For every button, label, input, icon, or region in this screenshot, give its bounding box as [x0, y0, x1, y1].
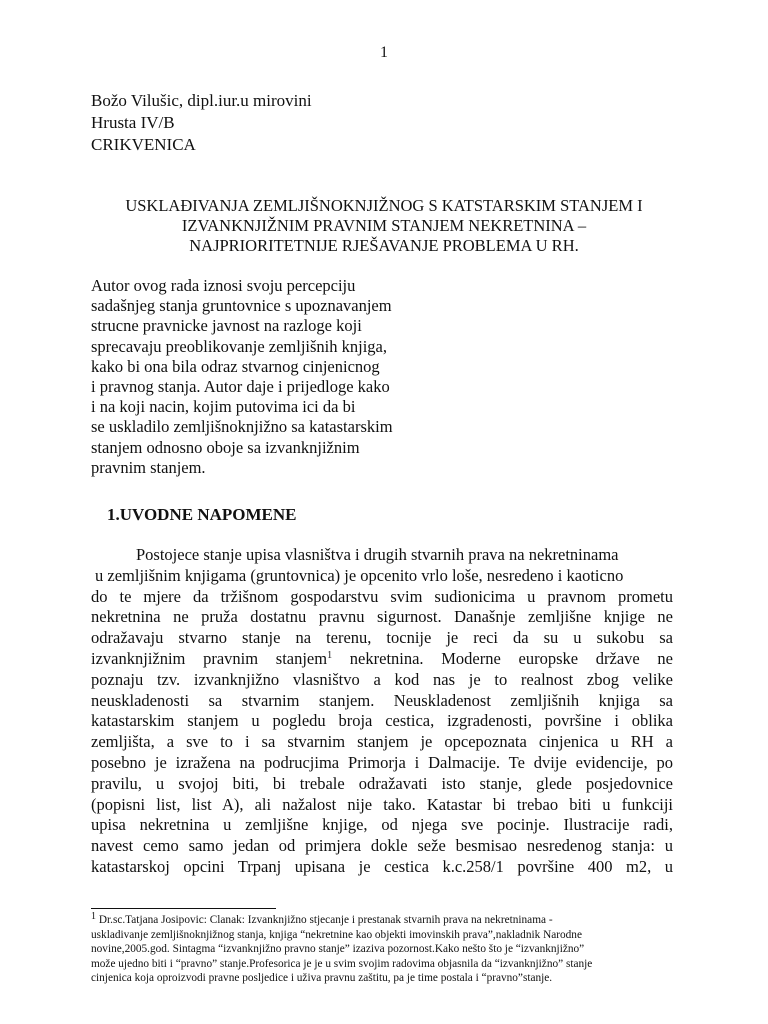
body-line: navest cemo samo jedan od primjera dokle seže besmisao nesredenog stanja: u: [91, 836, 673, 856]
footnote-line: [91, 913, 681, 928]
footnote: [91, 913, 681, 986]
author-name: Božo Vilušic, dipl.iur.u mirovini: [91, 91, 312, 110]
body-line: neuskladenosti sa stvarnim stanjem. Neuskladenost zemljišnih knjiga sa: [91, 690, 673, 710]
footnote-marker: 1: [91, 911, 96, 922]
abstract-line: kako bi ona bila odraz stvarnog cinjenicnog: [91, 356, 380, 376]
footnote-separator: [91, 908, 276, 909]
abstract: [91, 276, 393, 478]
footnote-line: novine,2005.god. Sintagma “izvanknjižno pravno stanje” izaziva pozornost.Kako nešto što je “izvanknjižno”: [91, 943, 585, 956]
body-line: zemljišta, a sve to i sa stvarnim stanjem je opcepoznata cinjenica u RH a: [91, 732, 673, 752]
body-line: upisa nekretnina u zemljišne knjige, od njega sve pocinje. Ilustracije radi,: [91, 815, 673, 835]
title-line: IZVANKNJIŽNIM PRAVNIM STANJEM NEKRETNINA –: [181, 216, 587, 235]
body-line: nekretnina ne pruža dostatnu pravnu sigurnost. Današnje zemljišne knjige ne: [91, 607, 673, 627]
abstract-line: strucne pravnicke javnost na razloge koji: [91, 316, 362, 336]
page-number: 1: [380, 44, 388, 61]
footnote-line: može ujedno biti i “pravno” stanje.Profesorica je je u svim svojim radovima objasnila da “izvanknjižno” stanje: [91, 957, 593, 970]
body-line-part: izvanknjižnim pravnim stanjem: [91, 648, 328, 668]
body-line: do te mjere da tržišnom gospodarstvu svim sudionicima u pravnom prometu: [91, 586, 673, 606]
section-heading: 1.UVODNE NAPOMENE: [107, 505, 297, 524]
body-line: poznaju tzv. izvanknjižno vlasništvo a kod nas je to realnost zbog velike: [91, 669, 673, 689]
author-city: CRIKVENICA: [91, 135, 196, 154]
footnote-text: Dr.sc.Tatjana Josipovic: Clanak: Izvanknjižno stjecanje i prestanak stvarnih prava na nekretninama -: [98, 914, 553, 926]
abstract-line: Autor ovog rada iznosi svoju percepciju: [91, 276, 356, 295]
abstract-line: stanjem odnosno oboje sa izvanknjižnim: [91, 437, 360, 457]
body-line: (popisni list, list A), ali nažalost nije tako. Katastar bi trebao biti u funkciji: [91, 794, 673, 814]
body-line: katastarskim stanjem u pogledu broja cestica, izgradenosti, površine i oblika: [91, 711, 673, 731]
body-line: odražavaju stvarno stanje na terenu, tocnije je reci da su u sukobu sa: [91, 628, 673, 648]
abstract-line: pravnim stanjem.: [91, 457, 206, 477]
abstract-line: sprecavaju preoblikovanje zemljišnih knjiga,: [91, 336, 387, 356]
footnote-line: uskladivanje zemljišnoknjižnog stanja, knjiga “nekretnine kao objekti imovinskih prava”,nakladnik Narodne: [91, 928, 582, 941]
body-line-part: nekretnina. Moderne europske države ne: [349, 648, 673, 668]
body-line: u zemljišnim knjigama (gruntovnica) je opcenito vrlo loše, nesredeno i kaoticno: [95, 565, 624, 585]
abstract-line: i pravnog stanja. Autor daje i prijedloge kako: [91, 377, 390, 397]
abstract-line: i na koji nacin, kojim putovima ici da bi: [91, 397, 356, 417]
body-line: pravilu, u svojoj biti, bi trebale odražavati isto stanje, glede posjedovnice: [91, 773, 673, 793]
body-line-with-footnote: [91, 649, 673, 670]
author-block: [91, 90, 312, 156]
document-title: [80, 196, 688, 256]
body-line: katastarskoj opcini Trpanj upisana je cestica k.c.258/1 površine 400 m2, u: [91, 856, 673, 876]
body-line: Postojece stanje upisa vlasništva i drugih stvarnih prava na nekretninama: [136, 545, 619, 564]
title-line: NAJPRIORITETNIJE RJEŠAVANJE PROBLEMA U RH.: [189, 236, 579, 255]
abstract-line: se uskladilo zemljišnoknjižno sa katastarskim: [91, 417, 393, 437]
body-text: [91, 545, 673, 878]
abstract-line: sadašnjeg stanja gruntovnice s upoznavanjem: [91, 296, 392, 316]
body-line: posebno je izražena na podrucjima Primorja i Dalmacije. Te dvije evidencije, po: [91, 752, 673, 772]
footnote-reference[interactable]: 1: [327, 649, 333, 661]
footnote-line: cinjenica koja oproizvodi pravne posljedice i uživa pravnu zaštitu, pa je time postala i “pravno”stanje.: [91, 972, 553, 985]
title-line: USKLAĐIVANJA ZEMLJIŠNOKNJIŽNOG S KATSTARSKIM STANJEM I: [125, 196, 643, 215]
author-street: Hrusta IV/B: [91, 113, 175, 132]
